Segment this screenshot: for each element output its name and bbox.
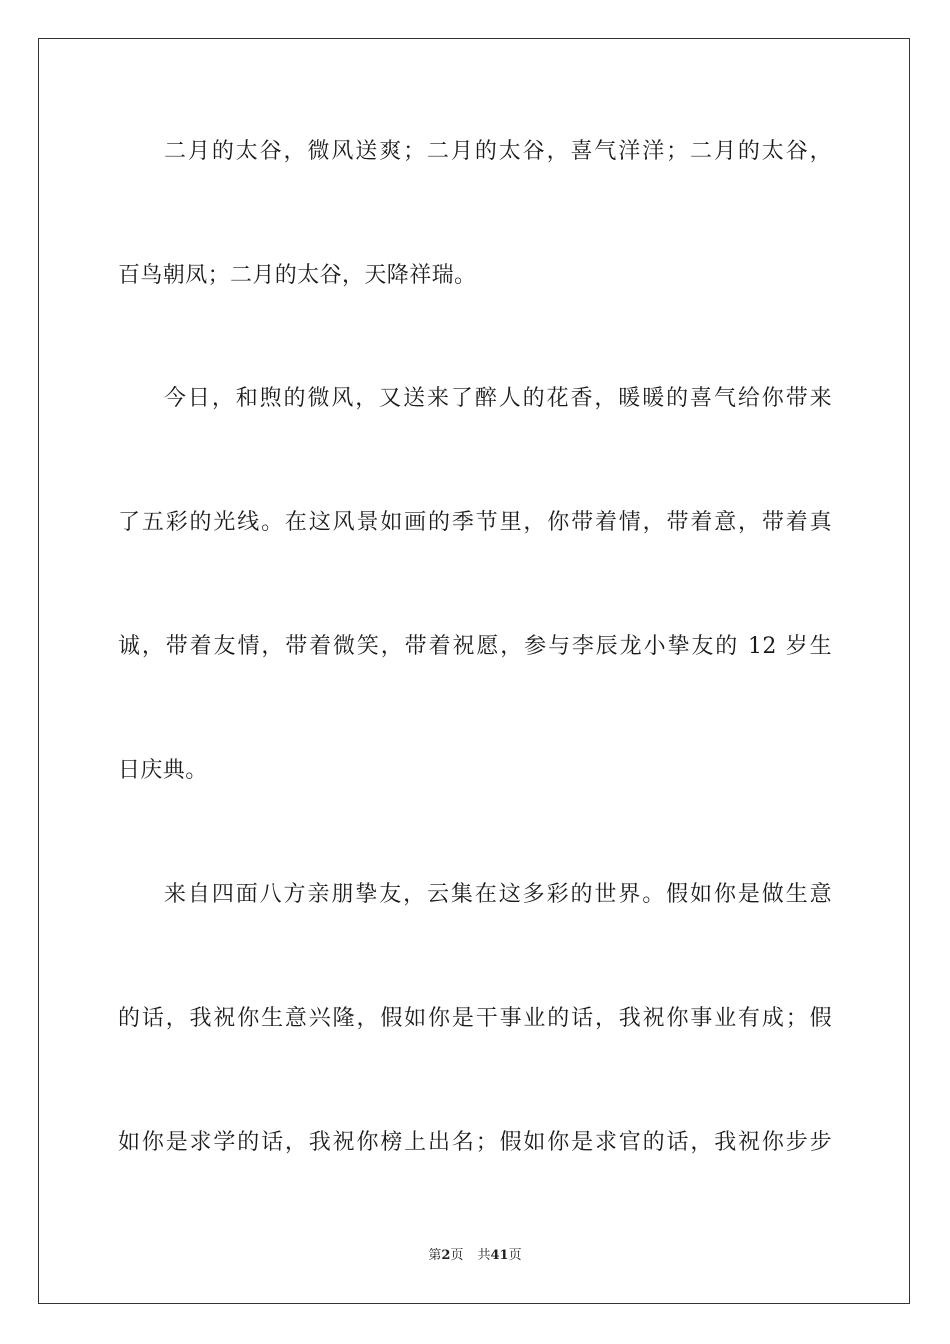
paragraph-1-line-2: 百鸟朝凤；二月的太谷，天降祥瑞。 — [118, 263, 477, 288]
paragraph-1-line-1: 二月的太谷，微风送爽；二月的太谷，喜气洋洋；二月的太谷， — [164, 139, 832, 164]
page-number: 2 — [441, 1248, 451, 1263]
paragraph-2-line-4: 日庆典。 — [118, 758, 208, 783]
total-pages: 41 — [490, 1248, 509, 1263]
paragraph-3-line-2: 的话，我祝你生意兴隆，假如你是干事业的话，我祝你事业有成；假 — [118, 1006, 832, 1031]
page-prefix: 第 — [428, 1248, 442, 1263]
page-border — [38, 38, 910, 1304]
paragraph-2-line-1: 今日，和煦的微风，又送来了醉人的花香，暖暖的喜气给你带来 — [164, 386, 832, 411]
paragraph-3-line-3: 如你是求学的话，我祝你榜上出名；假如你是求官的话，我祝你步步 — [118, 1130, 832, 1155]
page-suffix: 页 — [450, 1248, 464, 1263]
page-footer — [0, 1248, 950, 1264]
total-suffix: 页 — [508, 1248, 522, 1263]
paragraph-2-line-3: 诚，带着友情，带着微笑，带着祝愿，参与李辰龙小挚友的 12 岁生 — [118, 634, 832, 659]
total-prefix: 共 — [477, 1248, 491, 1263]
paragraph-2-line-2: 了五彩的光线。在这风景如画的季节里，你带着情，带着意，带着真 — [118, 510, 832, 535]
paragraph-3-line-1: 来自四面八方亲朋挚友，云集在这多彩的世界。假如你是做生意 — [164, 882, 832, 907]
